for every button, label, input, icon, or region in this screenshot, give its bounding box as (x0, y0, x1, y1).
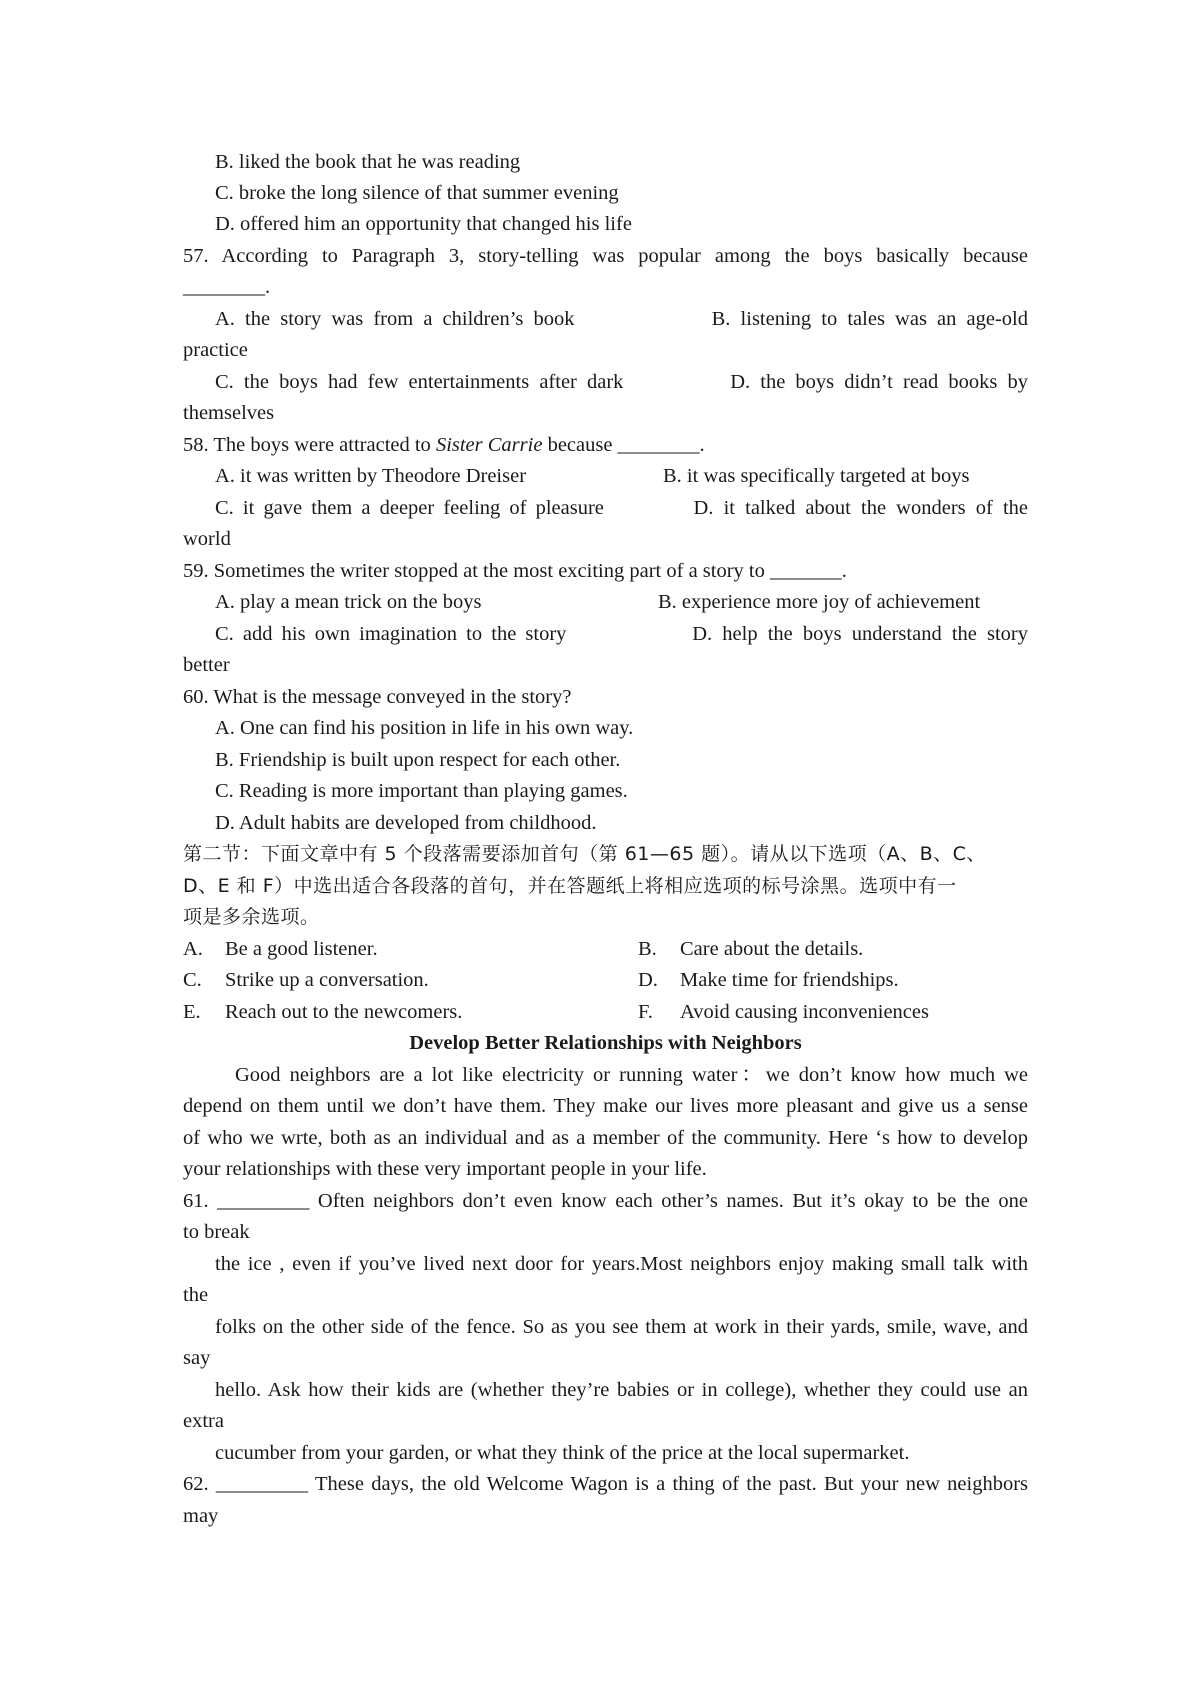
q60-option-d: D. Adult habits are developed from childhood. (215, 812, 597, 834)
option-d (638, 964, 899, 996)
q56-option-c: C. broke the long silence of that summer evening (215, 182, 619, 204)
q58-option-d-cont: world (183, 528, 231, 550)
option-e-letter: E. (183, 1001, 201, 1023)
article-intro-line: of who we wrte, both as an individual and as a member of the community. Here ‘s how to develop (183, 1127, 1028, 1149)
option-b (638, 933, 863, 965)
q57-option-b-cont: practice (183, 339, 248, 361)
option-a (183, 938, 378, 960)
q59-option-b: B. experience more joy of achievement (658, 591, 981, 613)
q58-stem (183, 429, 1028, 461)
q60-option-a: A. One can find his position in life in his own way. (215, 717, 634, 739)
option-c-letter: C. (183, 969, 202, 991)
option-a-text: Be a good listener. (225, 938, 378, 960)
p61-line: the (183, 1284, 209, 1306)
q58-stem-post: because ________. (542, 434, 705, 456)
options-row-ab (183, 933, 1028, 965)
option-b-letter: B. (638, 938, 657, 960)
q58-book-title: Sister Carrie (435, 434, 543, 456)
q58-options-ab (215, 460, 1028, 492)
option-d-text: Make time for friendships. (680, 969, 899, 991)
p61-line: hello. Ask how their kids are (whether they’re babies or in college), whether they could use an (215, 1379, 1028, 1401)
option-e (183, 1001, 462, 1023)
p62-line: may (183, 1505, 219, 1527)
options-row-ef (183, 996, 1028, 1028)
q60-stem: 60. What is the message conveyed in the story? (183, 686, 572, 708)
option-d-letter: D. (638, 969, 658, 991)
option-b-text: Care about the details. (680, 938, 864, 960)
option-c-text: Strike up a conversation. (225, 969, 429, 991)
q58-option-c: C. it gave them a deeper feeling of pleasure (215, 497, 604, 519)
options-row-cd (183, 964, 1028, 996)
q59-options-cd (215, 618, 1028, 650)
option-a-letter: A. (183, 938, 203, 960)
article-intro-line: Good neighbors are a lot like electricity or running water：we don’t know how much we (235, 1064, 1028, 1086)
q56-option-d: D. offered him an opportunity that changed his life (215, 213, 632, 235)
p61-line: the ice , even if you’ve lived next door for years.Most neighbors enjoy making small talk with (215, 1253, 1028, 1275)
q57-option-d: D. the boys didn’t read books by (730, 371, 1028, 393)
p61-line: extra (183, 1410, 224, 1432)
q59-option-d-cont: better (183, 654, 230, 676)
q59-option-c: C. add his own imagination to the story (215, 623, 567, 645)
q59-option-d: D. help the boys understand the story (692, 623, 1028, 645)
article-intro-line: depend on them until we don’t have them. They make our lives more pleasant and give us a sense (183, 1095, 1028, 1117)
q58-options-cd (215, 492, 1028, 524)
q59-stem: 59. Sometimes the writer stopped at the most exciting part of a story to _______. (183, 560, 847, 582)
q59-options-ab (215, 586, 1028, 618)
q58-option-d: D. it talked about the wonders of the (693, 497, 1028, 519)
q57-options-ab (215, 303, 1028, 335)
section2-instruction-line1: 第二节：下面文章中有 5 个段落需要添加首句（第 61—65 题）。请从以下选项（A、B、C、 (183, 843, 986, 865)
q57-blank: ________. (183, 276, 271, 298)
q57-option-c: C. the boys had few entertainments after dark (215, 371, 624, 393)
option-f-text: Avoid causing inconveniences (680, 1001, 929, 1023)
q57-option-a: A. the story was from a children’s book (215, 308, 575, 330)
p61-line: say (183, 1347, 211, 1369)
q58-stem-pre: 58. The boys were attracted to (183, 434, 436, 456)
q58-option-b: B. it was specifically targeted at boys (663, 465, 970, 487)
q59-option-a: A. play a mean trick on the boys (215, 591, 482, 613)
p62-line: 62. _________ These days, the old Welcome Wagon is a thing of the past. But your new neighbors (183, 1473, 1028, 1495)
q58-option-a: A. it was written by Theodore Dreiser (215, 465, 527, 487)
option-c (183, 969, 429, 991)
q57-options-cd (215, 366, 1028, 398)
q60-option-c: C. Reading is more important than playing games. (215, 780, 628, 802)
p61-line: to break (183, 1221, 250, 1243)
section2-instruction-line3: 项是多余选项。 (183, 906, 320, 928)
q60-option-b: B. Friendship is built upon respect for each other. (215, 749, 621, 771)
option-e-text: Reach out to the newcomers. (225, 1001, 463, 1023)
q57-option-b: B. listening to tales was an age-old (711, 308, 1028, 330)
p61-line: 61. _________ Often neighbors don’t even know each other’s names. But it’s okay to be the one (183, 1190, 1028, 1212)
article-intro-line: your relationships with these very important people in your life. (183, 1158, 707, 1180)
section2-instruction-line2: D、E 和 F）中选出适合各段落的首句，并在答题纸上将相应选项的标号涂黑。选项中有一 (183, 875, 957, 897)
q57-option-d-cont: themselves (183, 402, 275, 424)
q56-option-b: B. liked the book that he was reading (215, 151, 521, 173)
article-title: Develop Better Relationships with Neighbors (409, 1032, 802, 1054)
p61-line: cucumber from your garden, or what they think of the price at the local supermarket. (215, 1442, 910, 1464)
q57-stem: 57. According to Paragraph 3, story-telling was popular among the boys basically because (183, 245, 1028, 267)
p61-line: folks on the other side of the fence. So as you see them at work in their yards, smile, wave, and (215, 1316, 1028, 1338)
option-f-letter: F. (638, 1001, 653, 1023)
option-f (638, 996, 929, 1028)
